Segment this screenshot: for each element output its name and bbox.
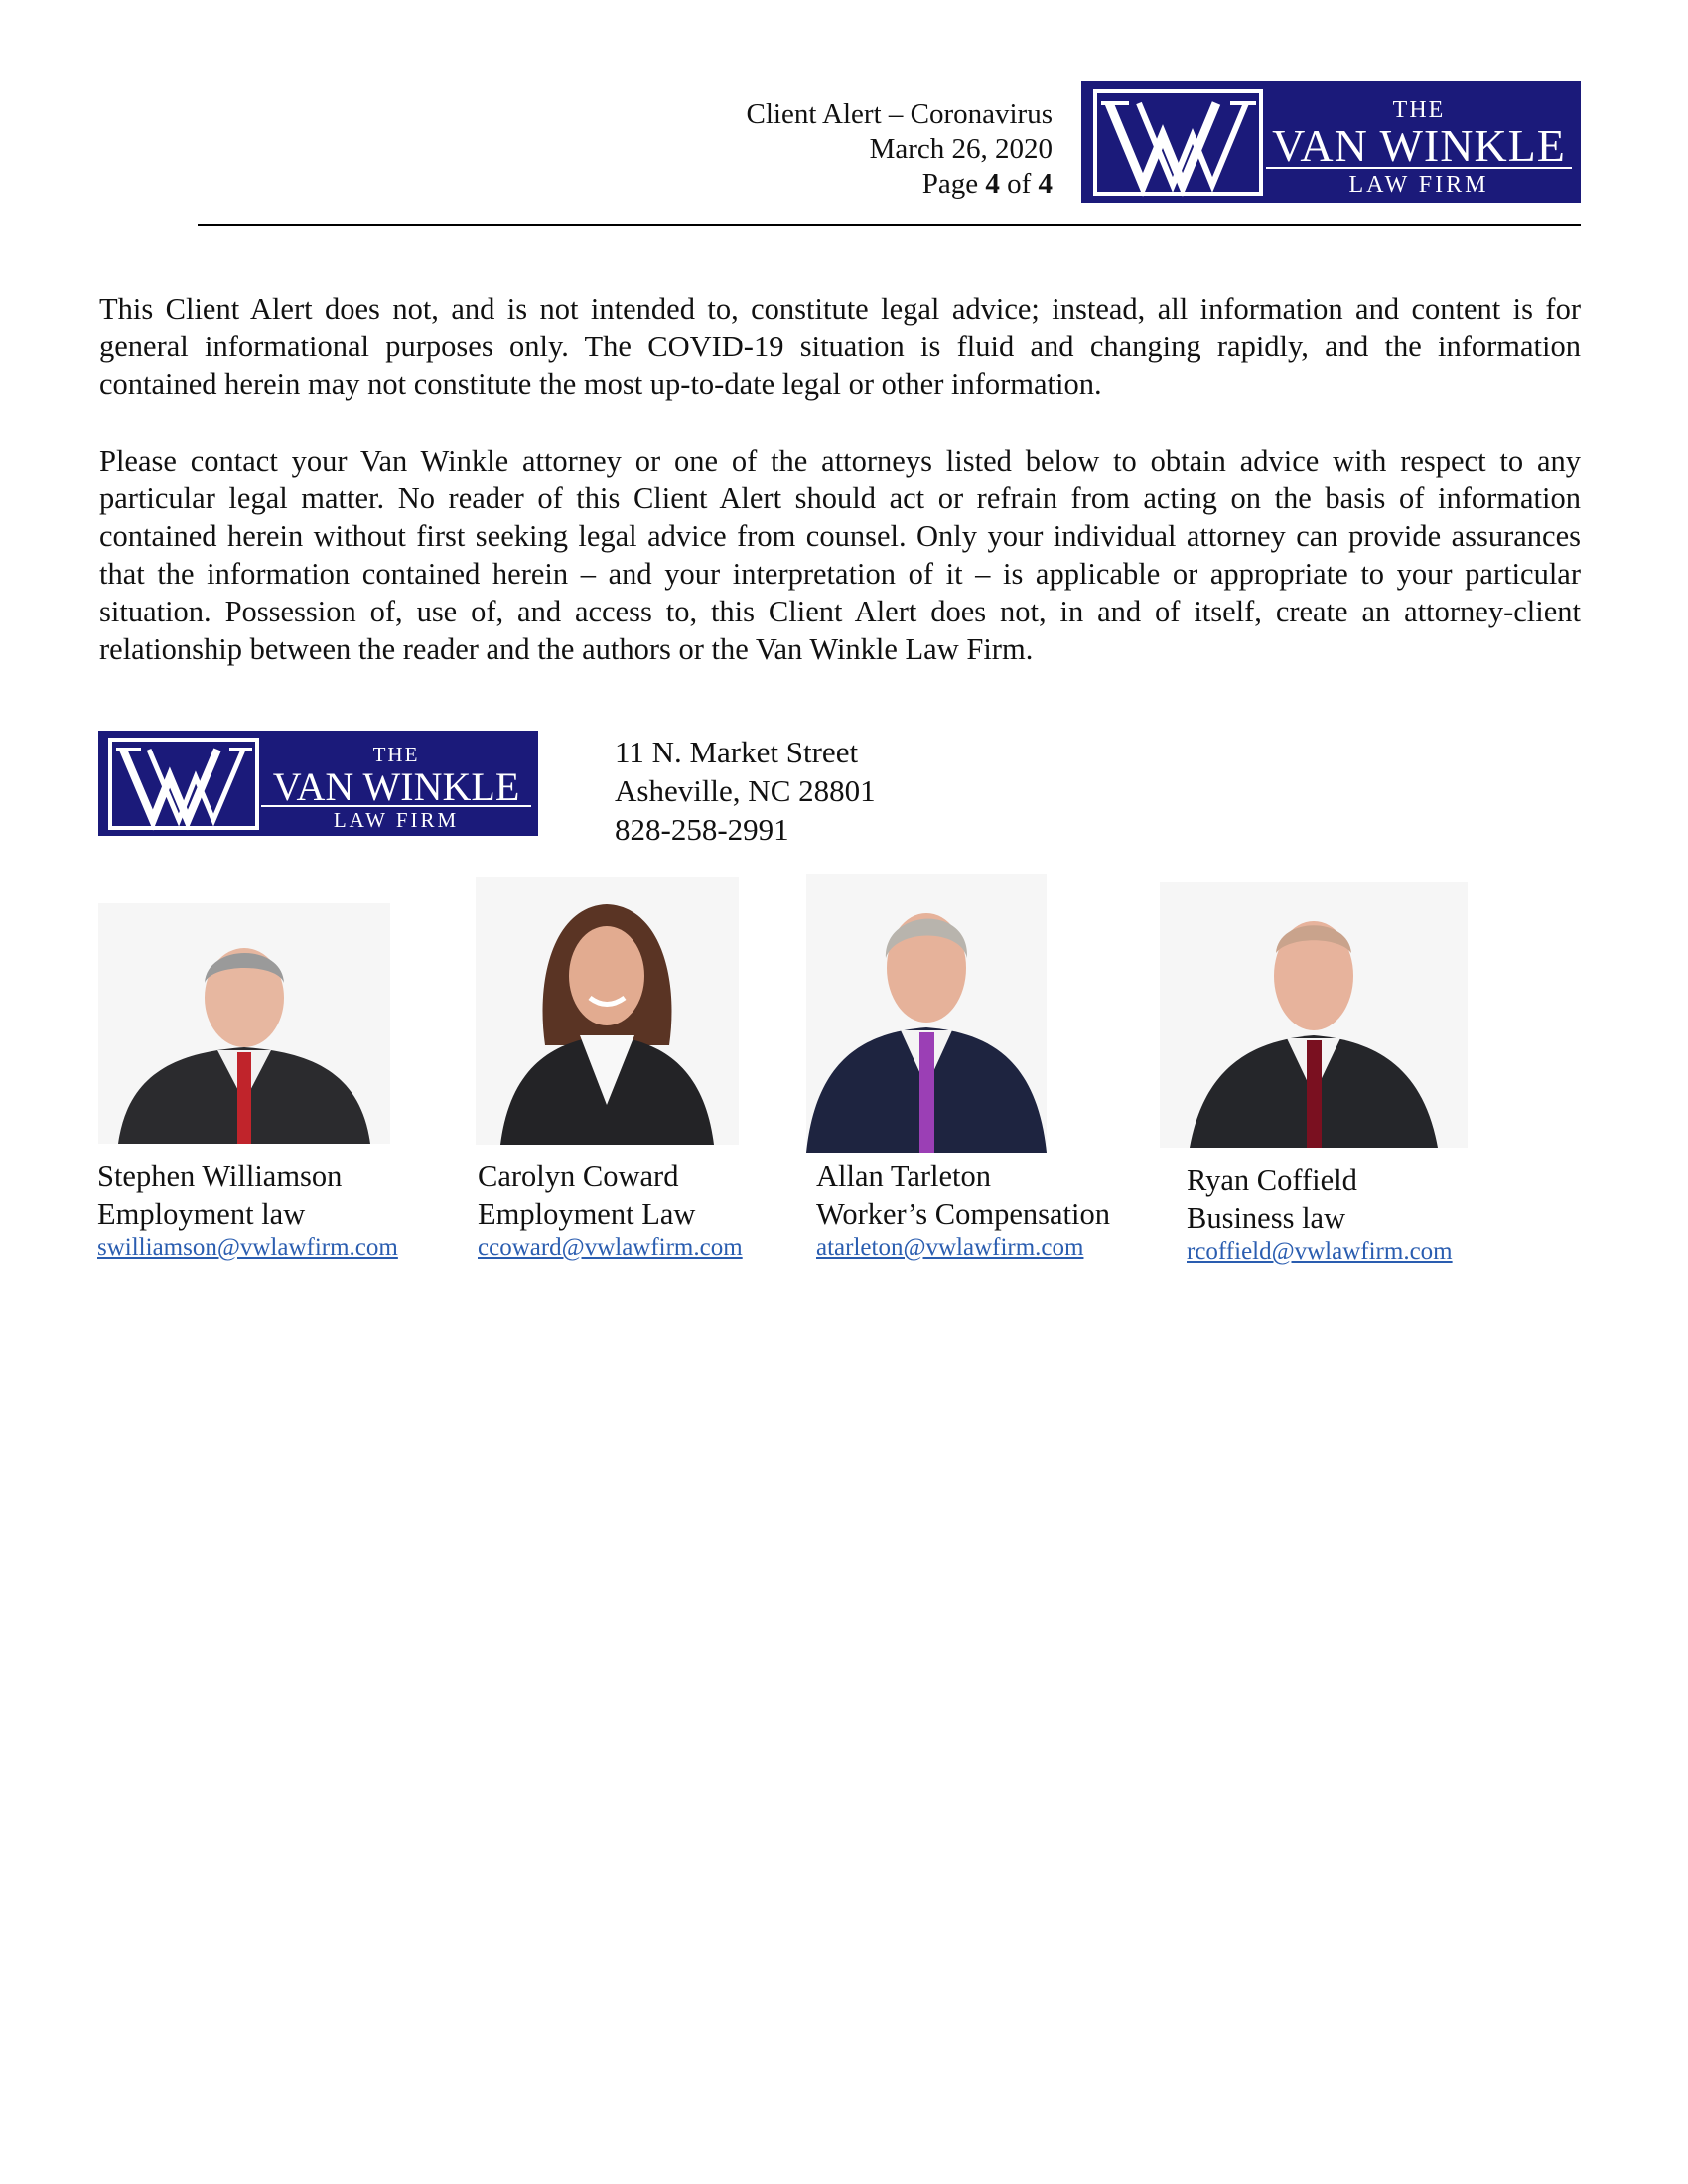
header-block: [747, 97, 1054, 202]
tie: [919, 1032, 934, 1153]
attorney-name: Stephen Williamson: [97, 1160, 343, 1193]
attorney-email-link[interactable]: ccoward@vwlawfirm.com: [478, 1234, 743, 1261]
attorney-photo-tarleton: [806, 874, 1047, 1153]
alert-title: Client Alert – Coronavirus: [746, 98, 1053, 130]
attorney-card: [478, 1158, 743, 1263]
attorney-card: [816, 1158, 1110, 1263]
attorney-practice: Employment Law: [478, 1197, 696, 1231]
svg-text:THE: THE: [1392, 97, 1446, 123]
attorney-name: Allan Tarleton: [816, 1160, 992, 1193]
attorney-email-link[interactable]: rcoffield@vwlawfirm.com: [1187, 1238, 1453, 1265]
svg-text:LAW FIRM: LAW FIRM: [333, 808, 460, 832]
svg-text:LAW FIRM: LAW FIRM: [1348, 172, 1489, 198]
disclaimer-paragraph-1: This Client Alert does not, and is not intended to, constitute legal advice; instead, all information and content is for general informational purposes only. The COVID-19 situation is fluid and changing rapidly, and the information contained herein may not constitute the most up-to-date legal or other information.: [99, 292, 1581, 401]
firm-logo-contact: [98, 731, 538, 836]
tie: [237, 1052, 251, 1144]
firm-logo-header: [1081, 81, 1581, 203]
firm-logo-graphic: [1081, 81, 1581, 203]
svg-text:VAN WINKLE: VAN WINKLE: [272, 764, 520, 809]
page-current: 4: [985, 168, 1000, 200]
tie: [1307, 1040, 1322, 1148]
attorney-card: [97, 1158, 398, 1263]
attorney-photo-williamson: [98, 903, 390, 1144]
svg-text:VAN WINKLE: VAN WINKLE: [1272, 120, 1566, 171]
disclaimer-paragraph-2: Please contact your Van Winkle attorney or one of the attorneys listed below to obtain advice with respect to any particular legal matter. No reader of this Client Alert should act or refrain from acting on the basis of information contained herein without first seeking legal advice from counsel. Only your individual attorney can provide assurances that the information contained herein – and your interpretation of it – is applicable or appropriate to your particular situation. Possession of, use of, and access to, this Client Alert does not, in and of itself, create an attorney-client relationship between the reader and the authors or the Van Winkle Law Firm.: [99, 444, 1581, 666]
firm-address: [615, 733, 876, 849]
attorney-name: Carolyn Coward: [478, 1160, 679, 1193]
firm-logo-graphic: [98, 731, 538, 836]
attorney-practice: Worker’s Compensation: [816, 1197, 1111, 1231]
attorney-email-link[interactable]: swilliamson@vwlawfirm.com: [97, 1234, 398, 1261]
attorney-practice: Employment law: [97, 1197, 306, 1231]
address-street: 11 N. Market Street: [615, 735, 859, 769]
page-indicator: Page 4 of 4: [921, 168, 1053, 200]
address-city: Asheville, NC 28801: [615, 773, 876, 808]
address-phone: 828-258-2991: [615, 812, 789, 847]
attorney-name: Ryan Coffield: [1187, 1163, 1357, 1197]
attorney-photo-coward: [476, 877, 739, 1145]
attorney-practice: Business law: [1187, 1201, 1346, 1235]
alert-date: March 26, 2020: [869, 133, 1053, 165]
attorney-photo-coffield: [1160, 882, 1468, 1148]
page-total: 4: [1038, 168, 1053, 200]
header-divider: [198, 224, 1581, 226]
attorney-card: [1187, 1161, 1453, 1267]
svg-text:THE: THE: [372, 743, 420, 766]
attorney-email-link[interactable]: atarleton@vwlawfirm.com: [816, 1234, 1084, 1261]
